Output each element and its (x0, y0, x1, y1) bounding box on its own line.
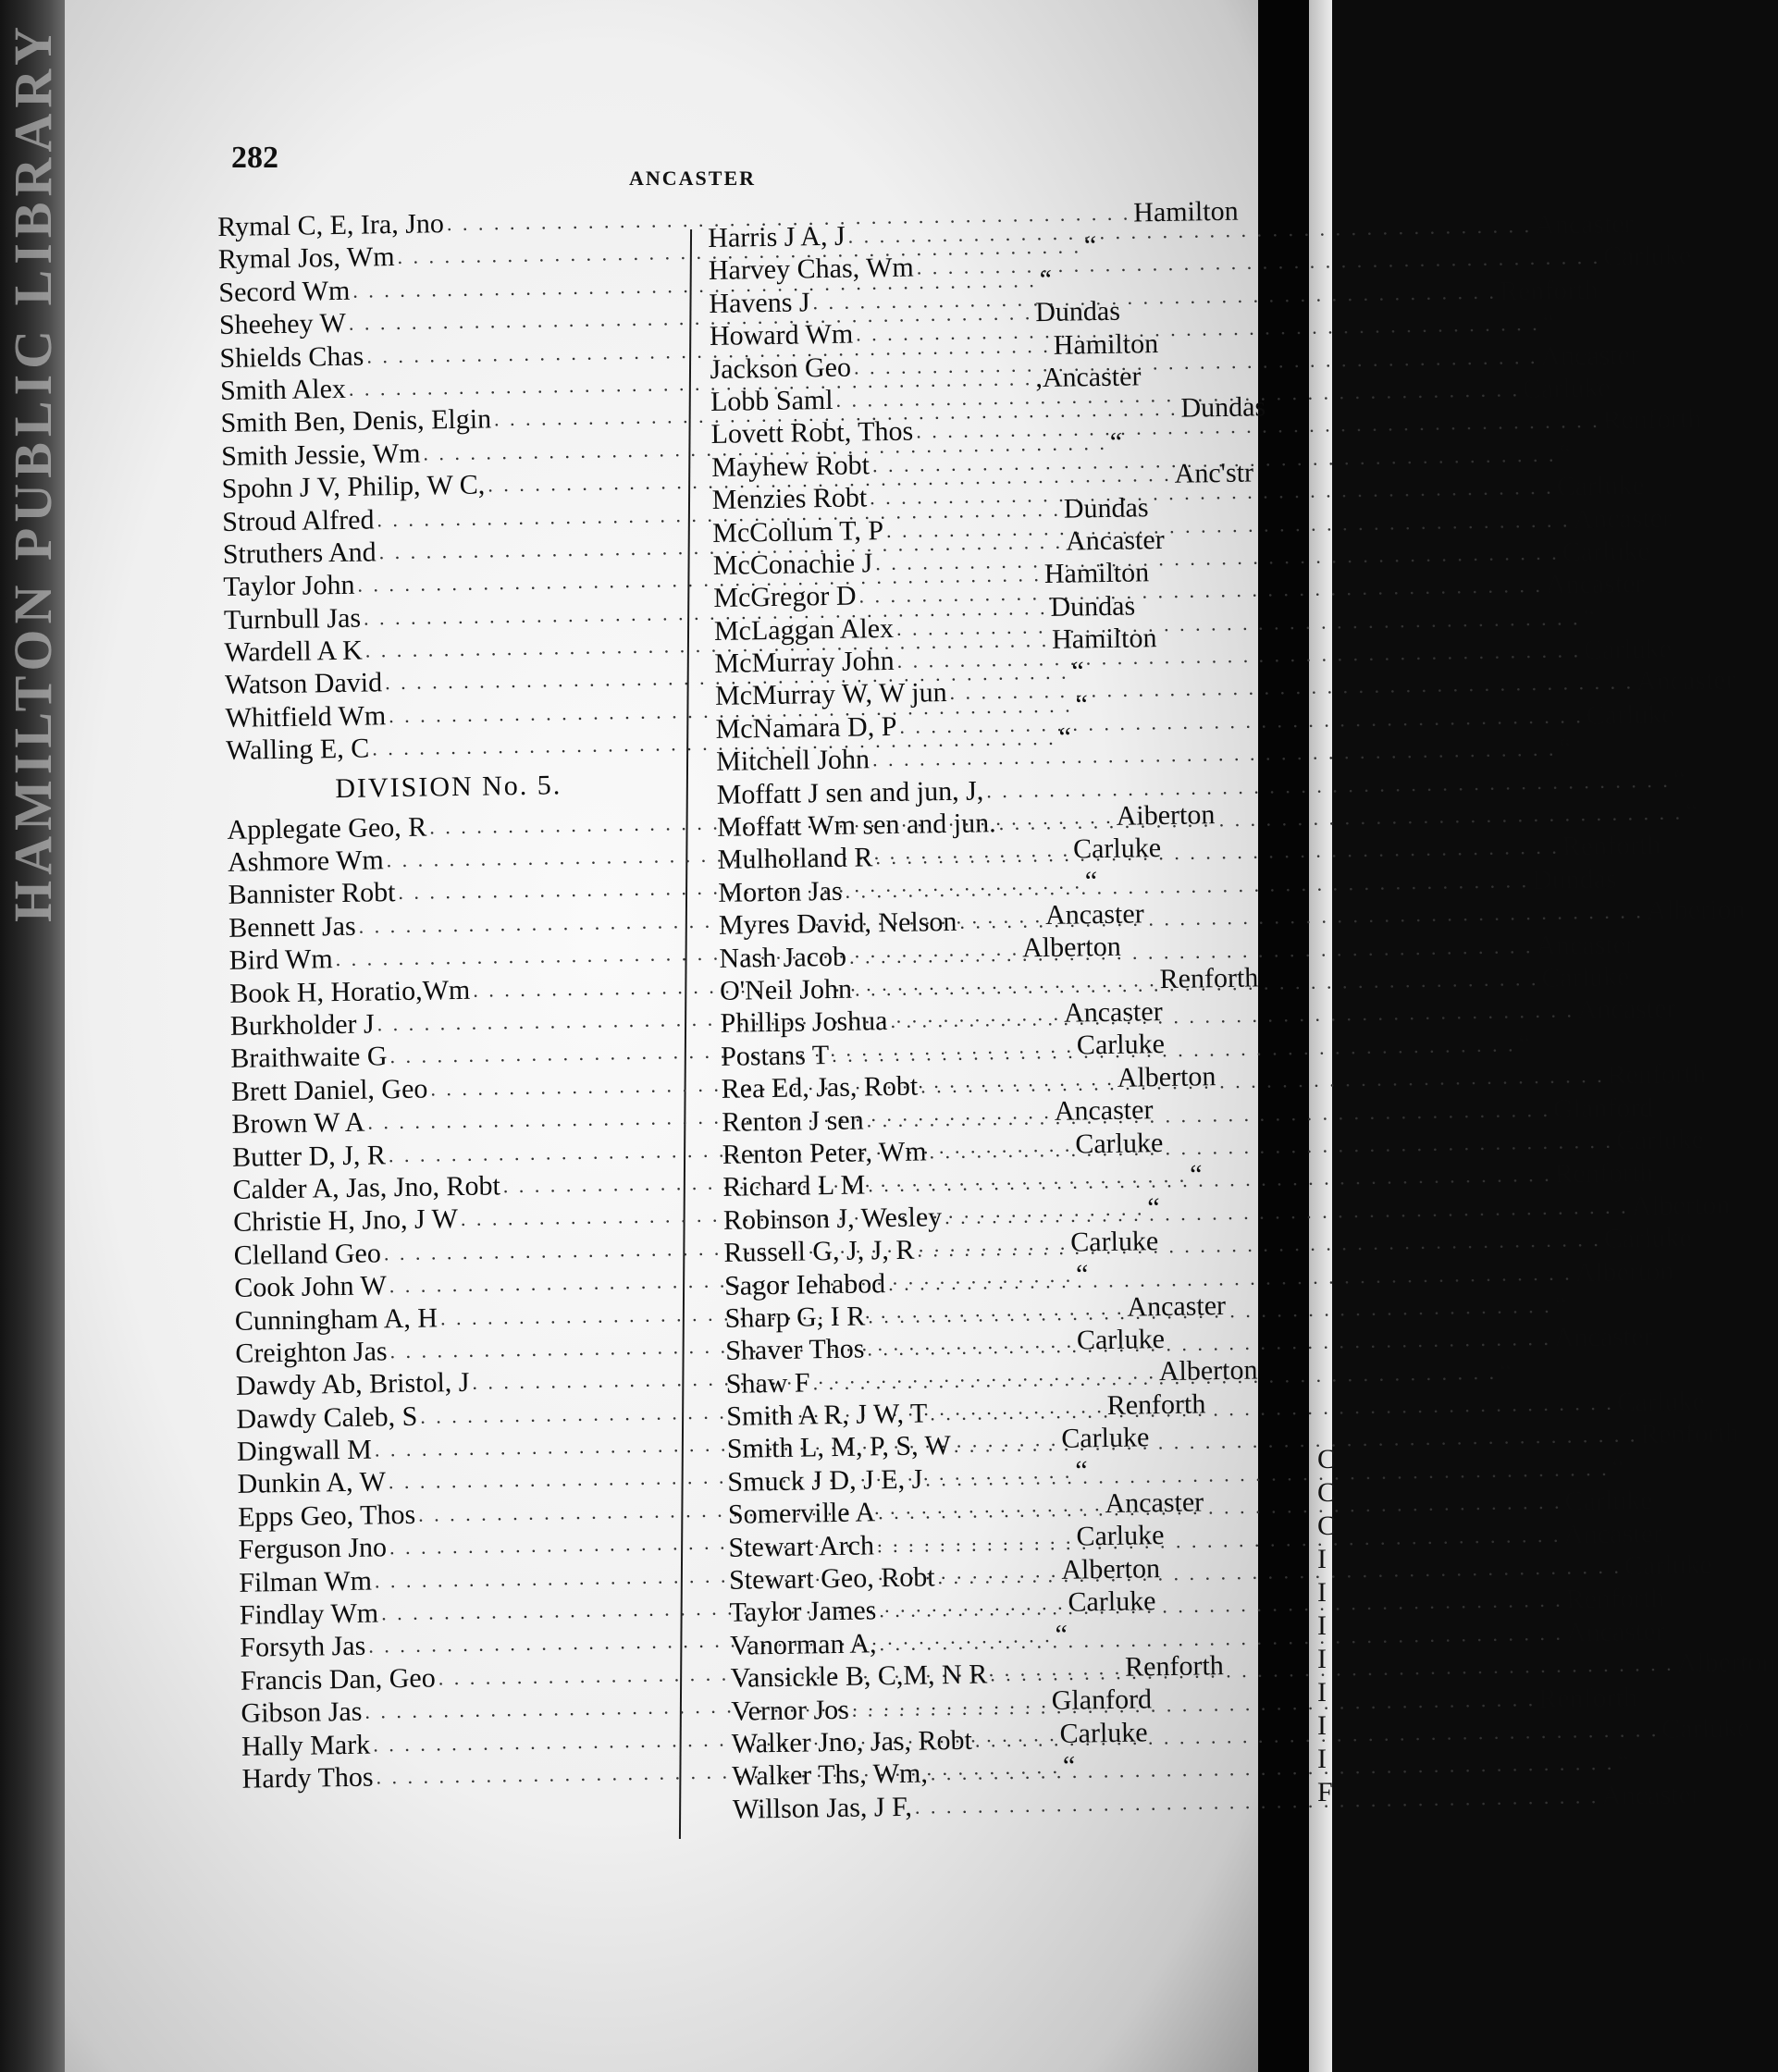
entry-name: Mitchell John (715, 744, 870, 778)
entry-place: Glanford (1051, 1684, 1153, 1717)
entry-name: Vernor Jos (731, 1694, 850, 1727)
entry-place: Carluke (1564, 1485, 1653, 1517)
entry-place: Ancaster (1536, 928, 1636, 961)
entry-place: Carluke (1076, 1029, 1166, 1061)
entry-name: McLaggan Alex (713, 612, 895, 647)
entry-name: Smith Ben, Denis, Elgin (220, 403, 492, 439)
entry-place: “ (1559, 438, 1572, 470)
entry-place: Carluke (1661, 1712, 1750, 1745)
entry-place: Renforth (1602, 403, 1702, 437)
directory-entry (732, 1779, 1701, 1826)
entry-place: Renforth (1554, 1157, 1654, 1190)
entry-name: Sharp G, I R (724, 1301, 866, 1334)
entry-name: Smith Jessie, Wm (220, 438, 421, 472)
entry-name: Stewart Arch (728, 1529, 875, 1563)
entry-name: Bennett Jas (228, 910, 356, 944)
entry-name: Ferguson Jno (238, 1532, 388, 1566)
next-page-letter: I (1317, 1710, 1327, 1741)
entry-place: “ (1542, 307, 1556, 339)
entry-place: “ (1071, 656, 1085, 688)
entry-place: Ancaster (1545, 568, 1645, 601)
entry-name: Ashmore Wm (227, 845, 384, 878)
entry-place: Carluke (1624, 1549, 1713, 1582)
next-page-letter: I (1317, 1744, 1327, 1774)
entry-place: “ (1554, 1289, 1568, 1321)
entry-name: Stewart Geo, Robt (728, 1561, 935, 1596)
entry-name: McNamara D, P (715, 710, 897, 745)
entry-name: Somerville A (727, 1497, 876, 1531)
next-page-letter: C (1317, 1511, 1337, 1541)
entry-place: Aiberton (1116, 798, 1216, 832)
entry-name: Vansickle B, C,M, N R (730, 1659, 988, 1694)
entry-place: Carluke (1076, 1323, 1166, 1356)
next-page-letter: I (1317, 1677, 1327, 1708)
entry-name: Watson David (224, 667, 383, 701)
entry-name: Myres David, Nelson (718, 906, 957, 942)
entry-place: “ (1673, 764, 1686, 796)
entry-name: Russell G, J, J, R (723, 1234, 915, 1268)
entry-place: Renforth (1607, 1058, 1707, 1091)
entry-name: Brett Daniel, Geo (230, 1073, 428, 1107)
entry-name: Moffatt Wm sen and jun. (717, 808, 996, 843)
entry-name: Smuck J D, J E, J (727, 1463, 923, 1498)
entry-place: Carluke (1059, 1716, 1148, 1749)
entry-name: Smith L, M, P, S, W (726, 1430, 952, 1465)
entry-name: Walker Jno, Jas, Robt (731, 1724, 973, 1759)
entry-place: Ancaster (1127, 1289, 1227, 1323)
entry-name: Renton Peter, Wm (722, 1136, 927, 1170)
entry-name: Nash Jacob (719, 941, 847, 974)
entry-name: McMurray John (714, 645, 895, 680)
entry-place: “ (1058, 722, 1072, 754)
entry-name: Moffatt J sen and jun, J, (716, 775, 984, 810)
entry-name: McConachie J (712, 548, 873, 581)
entry-name: Vanorman A, (729, 1628, 877, 1661)
entry-place: Renforth (1639, 1418, 1740, 1450)
entry-name: Lobb Saml (710, 384, 833, 417)
next-page-letter: C (1317, 1444, 1337, 1474)
next-page-letter: C (1317, 1477, 1337, 1508)
entry-place: Renforth (1159, 962, 1259, 994)
entry-place: Carluke (1061, 1422, 1150, 1454)
entry-name: Sagor Iehabod (723, 1267, 886, 1301)
entry-place: Renforth (1499, 274, 1599, 307)
entry-name: Wardell A K (224, 635, 363, 669)
entry-name: Rymal Jos, Wm (217, 241, 395, 276)
entry-name: Havens J (709, 287, 810, 319)
entry-place: Renforth (1124, 1649, 1225, 1683)
entry-place: “ (1499, 1356, 1513, 1388)
entry-place: Renforth (1565, 1583, 1665, 1616)
entry-name: Cunningham A, H (234, 1301, 438, 1337)
entry-place: Carluke (1602, 240, 1692, 273)
entry-name: Book H, Horatio,Wm (229, 974, 471, 1009)
entry-place: Carluke (1615, 1124, 1705, 1156)
entry-place: Renforth (1562, 830, 1661, 862)
entry-name: Shaw F (725, 1367, 810, 1400)
entry-place: Glanford (1552, 1092, 1654, 1125)
entry-name: McGregor D (713, 580, 857, 614)
entry-name: Stroud Alfred (222, 503, 375, 537)
entry-name: Howard Wm (709, 318, 854, 352)
entry-name: Butter D, J, R (231, 1139, 387, 1173)
entry-place: Ancaster (1563, 1517, 1663, 1550)
entry-place: Ancaster (1105, 1486, 1204, 1519)
entry-place: Alberton (1117, 1060, 1216, 1093)
entry-place: Alberion (1646, 894, 1746, 927)
entry-name: Jackson Geo (710, 352, 852, 385)
entry-place: Ancaster (1065, 524, 1165, 557)
entry-name: Hally Mark (241, 1729, 371, 1762)
entry-place: Carluke (1070, 1225, 1159, 1258)
division-heading: DIVISION No. 5. (335, 769, 562, 804)
entry-place: Carluke (1586, 698, 1674, 732)
entry-place: “ (1147, 1192, 1160, 1224)
book-spine (0, 0, 65, 2072)
entry-place: Ancaster (1573, 502, 1673, 535)
entry-place: Renforth (1106, 1388, 1206, 1421)
entry-place: “ (1084, 866, 1098, 897)
entry-place: Alberton (1676, 1646, 1776, 1679)
entry-place: Hamilton (1053, 327, 1159, 361)
entry-name: Whitfield Wm (225, 700, 387, 734)
entry-name: Bannister Robt (228, 877, 396, 911)
running-head: ANCASTER (629, 166, 757, 190)
next-page-letter: I (1317, 1577, 1327, 1608)
entry-name: Cook John W (234, 1270, 388, 1303)
entry-name: Christie H, Jno, J W (232, 1203, 459, 1239)
entry-place: Ancaster (1553, 1321, 1653, 1354)
entry-name: Secord Wm (218, 275, 351, 308)
entry-name: Calder A, Jas, Jno, Robt (232, 1170, 501, 1205)
entry-name: Taylor John (223, 570, 355, 603)
entry-place: Dundas (1531, 863, 1617, 895)
entry-name: Clelland Geo (233, 1238, 382, 1271)
entry-name: Hardy Thos (241, 1761, 374, 1794)
entry-name: Walling E, C (225, 733, 370, 767)
entry-place: Renforth (1537, 1681, 1638, 1714)
entry-name: Applegate Geo, R (227, 811, 427, 845)
entry-name: Postans T (720, 1039, 830, 1072)
entry-name: Harvey Chas, Wm (708, 252, 914, 287)
entry-place: “ (1075, 1259, 1089, 1290)
entry-name: Gibson Jas (241, 1696, 363, 1729)
entry-place: Carluke (1541, 961, 1630, 993)
entry-place: Hamilton (1133, 195, 1239, 228)
entry-name: McCollum T, P (712, 514, 884, 549)
entry-place: Carluke (1068, 1585, 1156, 1618)
entry-name: O'Neil John (719, 973, 853, 1006)
entry-place: “ (1109, 426, 1123, 458)
entry-name: Bird Wm (228, 944, 333, 977)
entry-place: “ (1559, 733, 1572, 764)
entry-name: Brown W A (231, 1106, 365, 1141)
entry-place: “ (1189, 1159, 1203, 1190)
entry-place: Alberton (1158, 1354, 1258, 1388)
entry-place: Ancaster (1576, 993, 1676, 1026)
entry-name: Robinson J, Wesley (722, 1201, 943, 1236)
entry-place: “ (1616, 1746, 1630, 1779)
entry-name: Menzies Robt (711, 482, 868, 516)
entry-place: Carluke (1522, 372, 1611, 405)
entry-name: Burkholder J (229, 1008, 375, 1042)
entry-name: Mulholland R (717, 842, 873, 876)
entry-name: Taylor James (729, 1595, 877, 1629)
entry-place: Hamilton (1043, 557, 1150, 590)
entry-place: Dundas (1063, 491, 1149, 524)
entry-place: Ancaster (1044, 898, 1144, 931)
entry-name: Sheehey W (218, 308, 347, 341)
entry-name: Morton Jas (718, 875, 843, 908)
entry-place: Ancaster (1565, 1615, 1665, 1648)
entry-name: Turnbull Jas (223, 602, 362, 635)
entry-place: Anc'str (1174, 457, 1254, 489)
entry-place: “ (1083, 230, 1097, 262)
entry-name: Forsyth Jas (240, 1631, 366, 1664)
entry-name: Braithwaite G (230, 1041, 388, 1075)
entry-place: Carluke (1603, 1222, 1692, 1255)
entry-place: “ (1518, 1028, 1532, 1060)
entry-name: Smith A R, J W, T (726, 1398, 928, 1432)
entry-place: Dundas (1180, 391, 1266, 425)
entry-place: Hamilton (1051, 623, 1157, 655)
entry-place: ,Ancaster (1035, 361, 1142, 394)
entry-name: Filman Wm (239, 1565, 373, 1598)
entry-name: Walker Ths, Wm, (732, 1758, 929, 1793)
entry-name: Shaver Thos (724, 1333, 865, 1367)
entry-name: Rea Ed, Jas, Robt (721, 1070, 919, 1105)
entry-name: Francis Dan, Geo (240, 1662, 436, 1696)
entry-place: Ancaster (1534, 208, 1634, 240)
entry-place: “ (1583, 601, 1597, 633)
entry-place: “ (1075, 1455, 1088, 1487)
entry-name: Phillips Joshua (720, 1005, 888, 1040)
entry-place: “ (1685, 796, 1698, 828)
entry-place: Ancaster (1636, 665, 1735, 697)
entry-place: “ (1062, 1750, 1076, 1782)
entry-name: McMurray W, W jun (714, 677, 947, 712)
entry-place: Carluke (1583, 633, 1673, 666)
entry-name: Smith Alex (219, 373, 347, 406)
entry-name: Findlay Wm (239, 1597, 379, 1631)
entry-name: Harris J A, J (708, 220, 846, 253)
entry-place: “ (1075, 689, 1089, 721)
entry-place: Dundas (1050, 590, 1136, 623)
entry-name: Willson Jas, J F, (732, 1791, 913, 1825)
entry-place: Carluke (1556, 470, 1645, 502)
page-number: 282 (231, 141, 278, 175)
next-page-letter: I (1317, 1644, 1327, 1674)
entry-place: Ancaster (1054, 1094, 1154, 1128)
spine-library-stamp: HAMILTON PUBLIC LIBRARY (3, 21, 63, 922)
entry-name: Dawdy Ab, Bristol, J (235, 1367, 470, 1402)
entry-name: Rymal C, E, Ira, Jno (217, 208, 445, 242)
entry-place: “ (1611, 1452, 1625, 1484)
entry-name: Lovett Robt, Thos (710, 415, 914, 450)
entry-name: Renton J sen (722, 1104, 864, 1138)
entry-name: Dunkin A, W (237, 1466, 387, 1500)
entry-place: “ (1055, 1620, 1068, 1651)
entry-name: Epps Geo, Thos (237, 1498, 416, 1533)
entry-place: Alberton (1021, 931, 1121, 964)
entry-place: Carluke (1072, 832, 1162, 865)
entry-place: Ancaster (1540, 339, 1640, 372)
entry-place: Alberton (1631, 1189, 1731, 1222)
entry-name: Struthers And (222, 536, 377, 570)
entry-place: Ancaster (1601, 1779, 1701, 1811)
next-page-letter: F (1317, 1777, 1333, 1807)
entry-place: Ancaster (1063, 996, 1163, 1029)
entry-name: Shields Chas (219, 340, 364, 374)
entry-name: Spohn J V, Philip, W C, (221, 469, 486, 505)
entry-place: Carluke (1616, 1386, 1705, 1418)
next-page-letter: I (1317, 1544, 1327, 1574)
entry-place: Dundas (1034, 295, 1121, 328)
entry-place: Carluke (1562, 535, 1650, 568)
entry-name: Dawdy Caleb, S (236, 1400, 418, 1435)
entry-name: Mayhew Robt (710, 450, 870, 483)
entry-name: Dingwall M (236, 1434, 373, 1467)
entry-name: Richard L M (722, 1169, 866, 1203)
next-page-letter: I (1317, 1610, 1327, 1641)
entry-place: Carluke (1076, 1520, 1165, 1552)
entry-place: Alberton (1574, 1255, 1674, 1288)
entry-name: Creighton Jas (235, 1336, 388, 1369)
entry-place: Alberton (1061, 1552, 1161, 1585)
entry-place: Carluke (1075, 1127, 1164, 1160)
entry-place: “ (1039, 264, 1053, 295)
